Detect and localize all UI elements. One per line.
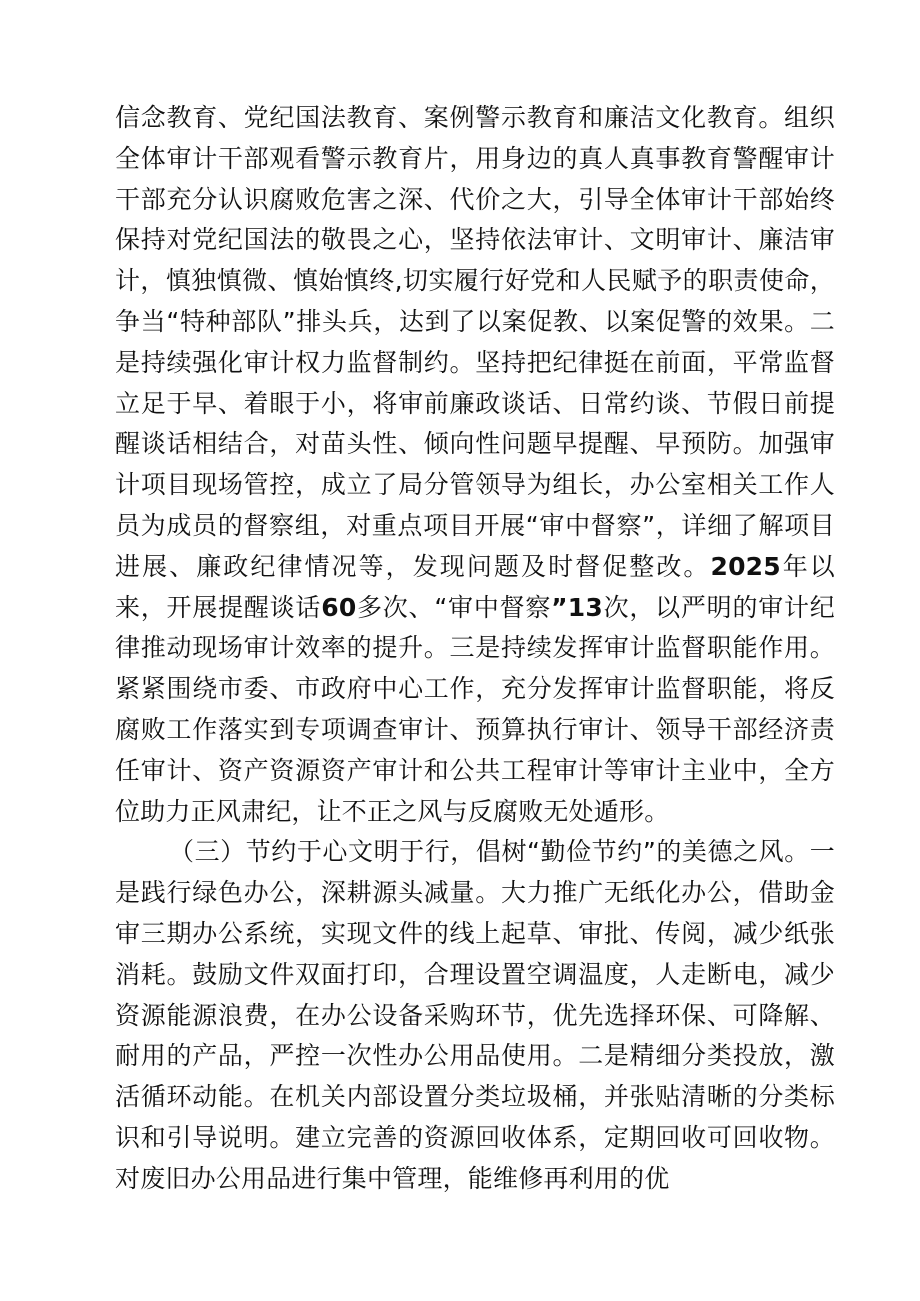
- paragraph-1: [115, 98, 835, 832]
- inspection-count-number: ”13: [551, 592, 603, 622]
- paragraph-1-text-b: 年以来，开展提醒谈话: [115, 551, 835, 622]
- paragraph-1-text-a: 信念教育、党纪国法教育、案例警示教育和廉洁文化教育。组织全体审计干部观看警示教育片，用身边的真人真事教育警醒审计干部充分认识腐败危害之深、代价之大，引导全体审计干部始终保持对党纪国法的敬畏之心，坚持依法审计、文明审计、廉洁审计，慎独慎微、慎始慎终,切实履行好党和人民赋予的职责使命，争当“特种部队”排头兵，达到了以案促教、以案促警的效果。二是持续强化审计权力监督制约。坚持把纪律挺在前面，平常监督立足于早、着眼于小，将审前廉政谈话、日常约谈、节假日前提醒谈话相结合，对苗头性、倾向性问题早提醒、早预防。加强审计项目现场管控，成立了局分管领导为组长，办公室相关工作人员为成员的督察组，对重点项目开展“审中督察”，详细了解项目进展、廉政纪律情况等，发现问题及时督促整改。: [115, 103, 835, 581]
- paragraph-2: （三）节约于心文明于行，倡树“勤俭节约”的美德之风。一是践行绿色办公，深耕源头减量。大力推广无纸化办公，借助金审三期办公系统，实现文件的线上起草、审批、传阅，减少纸张消耗。鼓励文件双面打印，合理设置空调温度，人走断电，减少资源能源浪费，在办公设备采购环节，优先选择环保、可降解、耐用的产品，严控一次性办公用品使用。二是精细分类投放，激活循环动能。在机关内部设置分类垃圾桶，并张贴清晰的分类标识和引导说明。建立完善的资源回收体系，定期回收可回收物。对废旧办公用品进行集中管理，能维修再利用的优: [115, 837, 835, 1193]
- paragraph-1-text-d: 次，以严明的审计纪律推动现场审计效率的提升。三是持续发挥审计监督职能作用。紧紧围绕市委、市政府中心工作，充分发挥审计监督职能，将反腐败工作落实到专项调查审计、预算执行审计、领导干部经济责任审计、资产资源资产审计和公共工程审计等审计主业中，全方位助力正风肃纪，让不正之风与反腐败无处遁形。: [115, 592, 835, 826]
- talk-count-number: 60: [321, 592, 357, 622]
- paragraph-1-text-c: 多次、“审中督察: [356, 592, 552, 622]
- year-number: 2025: [710, 551, 781, 581]
- body-text: [115, 98, 835, 1200]
